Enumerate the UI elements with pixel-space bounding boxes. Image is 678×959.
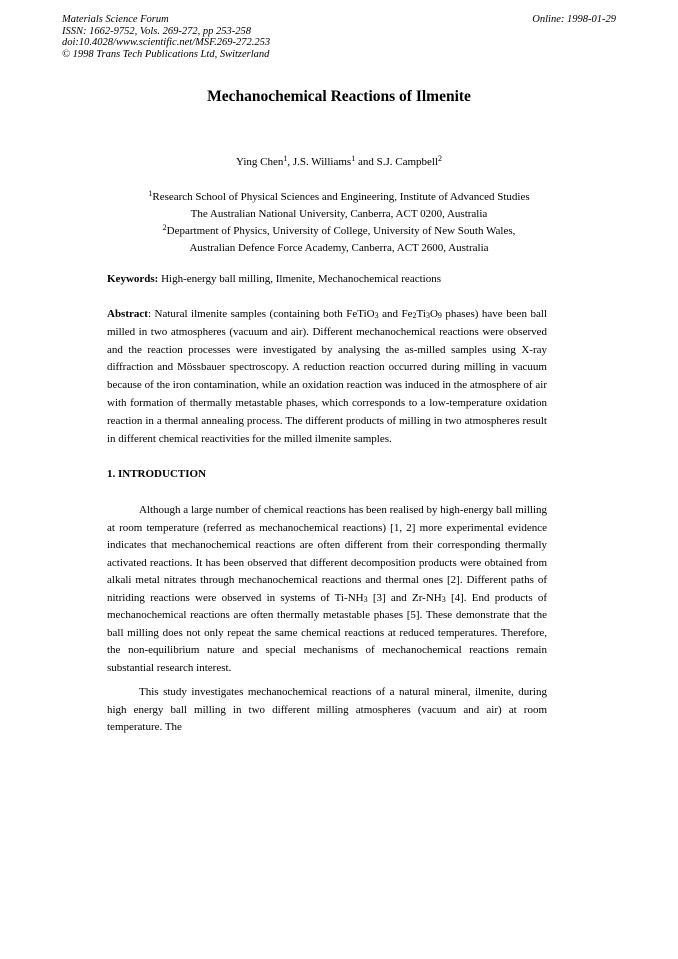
author-separator: ,	[287, 156, 293, 168]
subscript: 3	[363, 594, 368, 604]
abstract-text: O	[429, 308, 438, 320]
abstract-text: and Fe	[378, 308, 413, 320]
affiliation-2-line-1	[0, 224, 678, 238]
paragraph-text: [3] and Zr-NH	[367, 591, 442, 604]
copyright-line: © 1998 Trans Tech Publications Ltd, Switzerland	[62, 48, 270, 60]
online-date: Online: 1998-01-29	[532, 14, 616, 25]
journal-name: Materials Science Forum	[62, 14, 169, 25]
paragraph-text: This study investigates mechanochemical reactions of a natural mineral, ilmenite, during high energy ball milling in two different milling atmospheres (vacuum and air) at room temperature. The	[107, 686, 547, 733]
journal-header	[62, 14, 270, 60]
affiliation-mark: 2	[162, 223, 167, 232]
affiliation-1-line-2: The Australian National University, Canberra, ACT 0200, Australia	[190, 208, 488, 220]
affiliation-text: Department of Physics, University of College, University of New South Wales,	[166, 225, 516, 237]
intro-paragraph-1	[107, 502, 547, 677]
affiliation-text: Research School of Physical Sciences and Engineering, Institute of Advanced Studies	[152, 191, 530, 203]
author-name: J.S. Williams	[292, 156, 352, 168]
abstract	[107, 306, 547, 448]
author-name: Ying Chen	[235, 156, 284, 168]
subscript: 3	[441, 594, 446, 604]
abstract-text: : Natural ilmenite samples (containing both FeTiO	[147, 308, 375, 320]
author-line	[0, 156, 678, 168]
keywords	[107, 273, 547, 285]
paper-title: Mechanochemical Reactions of Ilmenite	[207, 88, 471, 105]
affiliation-mark: 1	[351, 154, 356, 163]
affiliation-1-line-1	[0, 190, 678, 204]
subscript: 9	[437, 311, 442, 320]
affiliation-mark: 1	[283, 154, 288, 163]
author-separator: and	[355, 156, 377, 168]
doi-line: doi:10.4028/www.scientific.net/MSF.269-272.253	[62, 37, 271, 48]
keywords-text: High-energy ball milling, Ilmenite, Mechanochemical reactions	[158, 273, 441, 285]
abstract-text: Ti	[416, 308, 426, 320]
paragraph-text: Although a large number of chemical reactions has been realised by high-energy ball milling at room temperature (referred as mechanochemical reactions) [1, 2] more experimental evidence indicates that mechanochemical reactions are often different from their corresponding thermally activated reactions. It has been observed that different decomposition products were obtained from alkali metal nitrates through mechanochemical reactions and thermal ones [2]. Different paths of nitriding reactions were observed in systems of Ti-NH	[107, 504, 547, 604]
author-name: S.J. Campbell	[376, 156, 439, 168]
abstract-text: phases) have been ball milled in two atmospheres (vacuum and air). Different mechanochemical reactions were observed and the reaction processes were investigated by analysing the as-milled samples using X-ray diffraction and Mössbauer spectroscopy. A reduction reaction occurred during milling in vacuum because of the iron contamination, while an oxidation reaction was induced in the atmosphere of air with formation of thermally metastable phases, which corresponds to a low-temperature oxidation reaction in a thermal annealing process. The different products of milling in two atmospheres result in different chemical reactivities for the milled ilmenite samples.	[107, 308, 548, 445]
intro-paragraph-2	[107, 684, 547, 737]
keywords-label: Keywords:	[107, 273, 159, 285]
issn-line: ISSN: 1662-9752, Vols. 269-272, pp 253-258	[62, 25, 251, 37]
affiliation-mark: 2	[438, 154, 443, 163]
affiliation-2-line-2: Australian Defence Force Academy, Canberra, ACT 2600, Australia	[189, 242, 489, 254]
subscript: 3	[374, 311, 379, 320]
subscript: 3	[425, 311, 430, 320]
affiliation-mark: 1	[148, 189, 153, 198]
subscript: 2	[412, 311, 417, 320]
abstract-label: Abstract	[107, 308, 148, 320]
paragraph-text: [4]. End products of mechanochemical reactions are often thermally metastable phases [5]. These demonstrate that the ball milling does not only repeat the same chemical reactions at reduced temperatures. Therefore, the non-equilibrium nature and special mechanisms of mechanochemical reactions remain substantial research interest.	[107, 591, 548, 674]
section-heading-introduction: 1. INTRODUCTION	[107, 468, 207, 480]
